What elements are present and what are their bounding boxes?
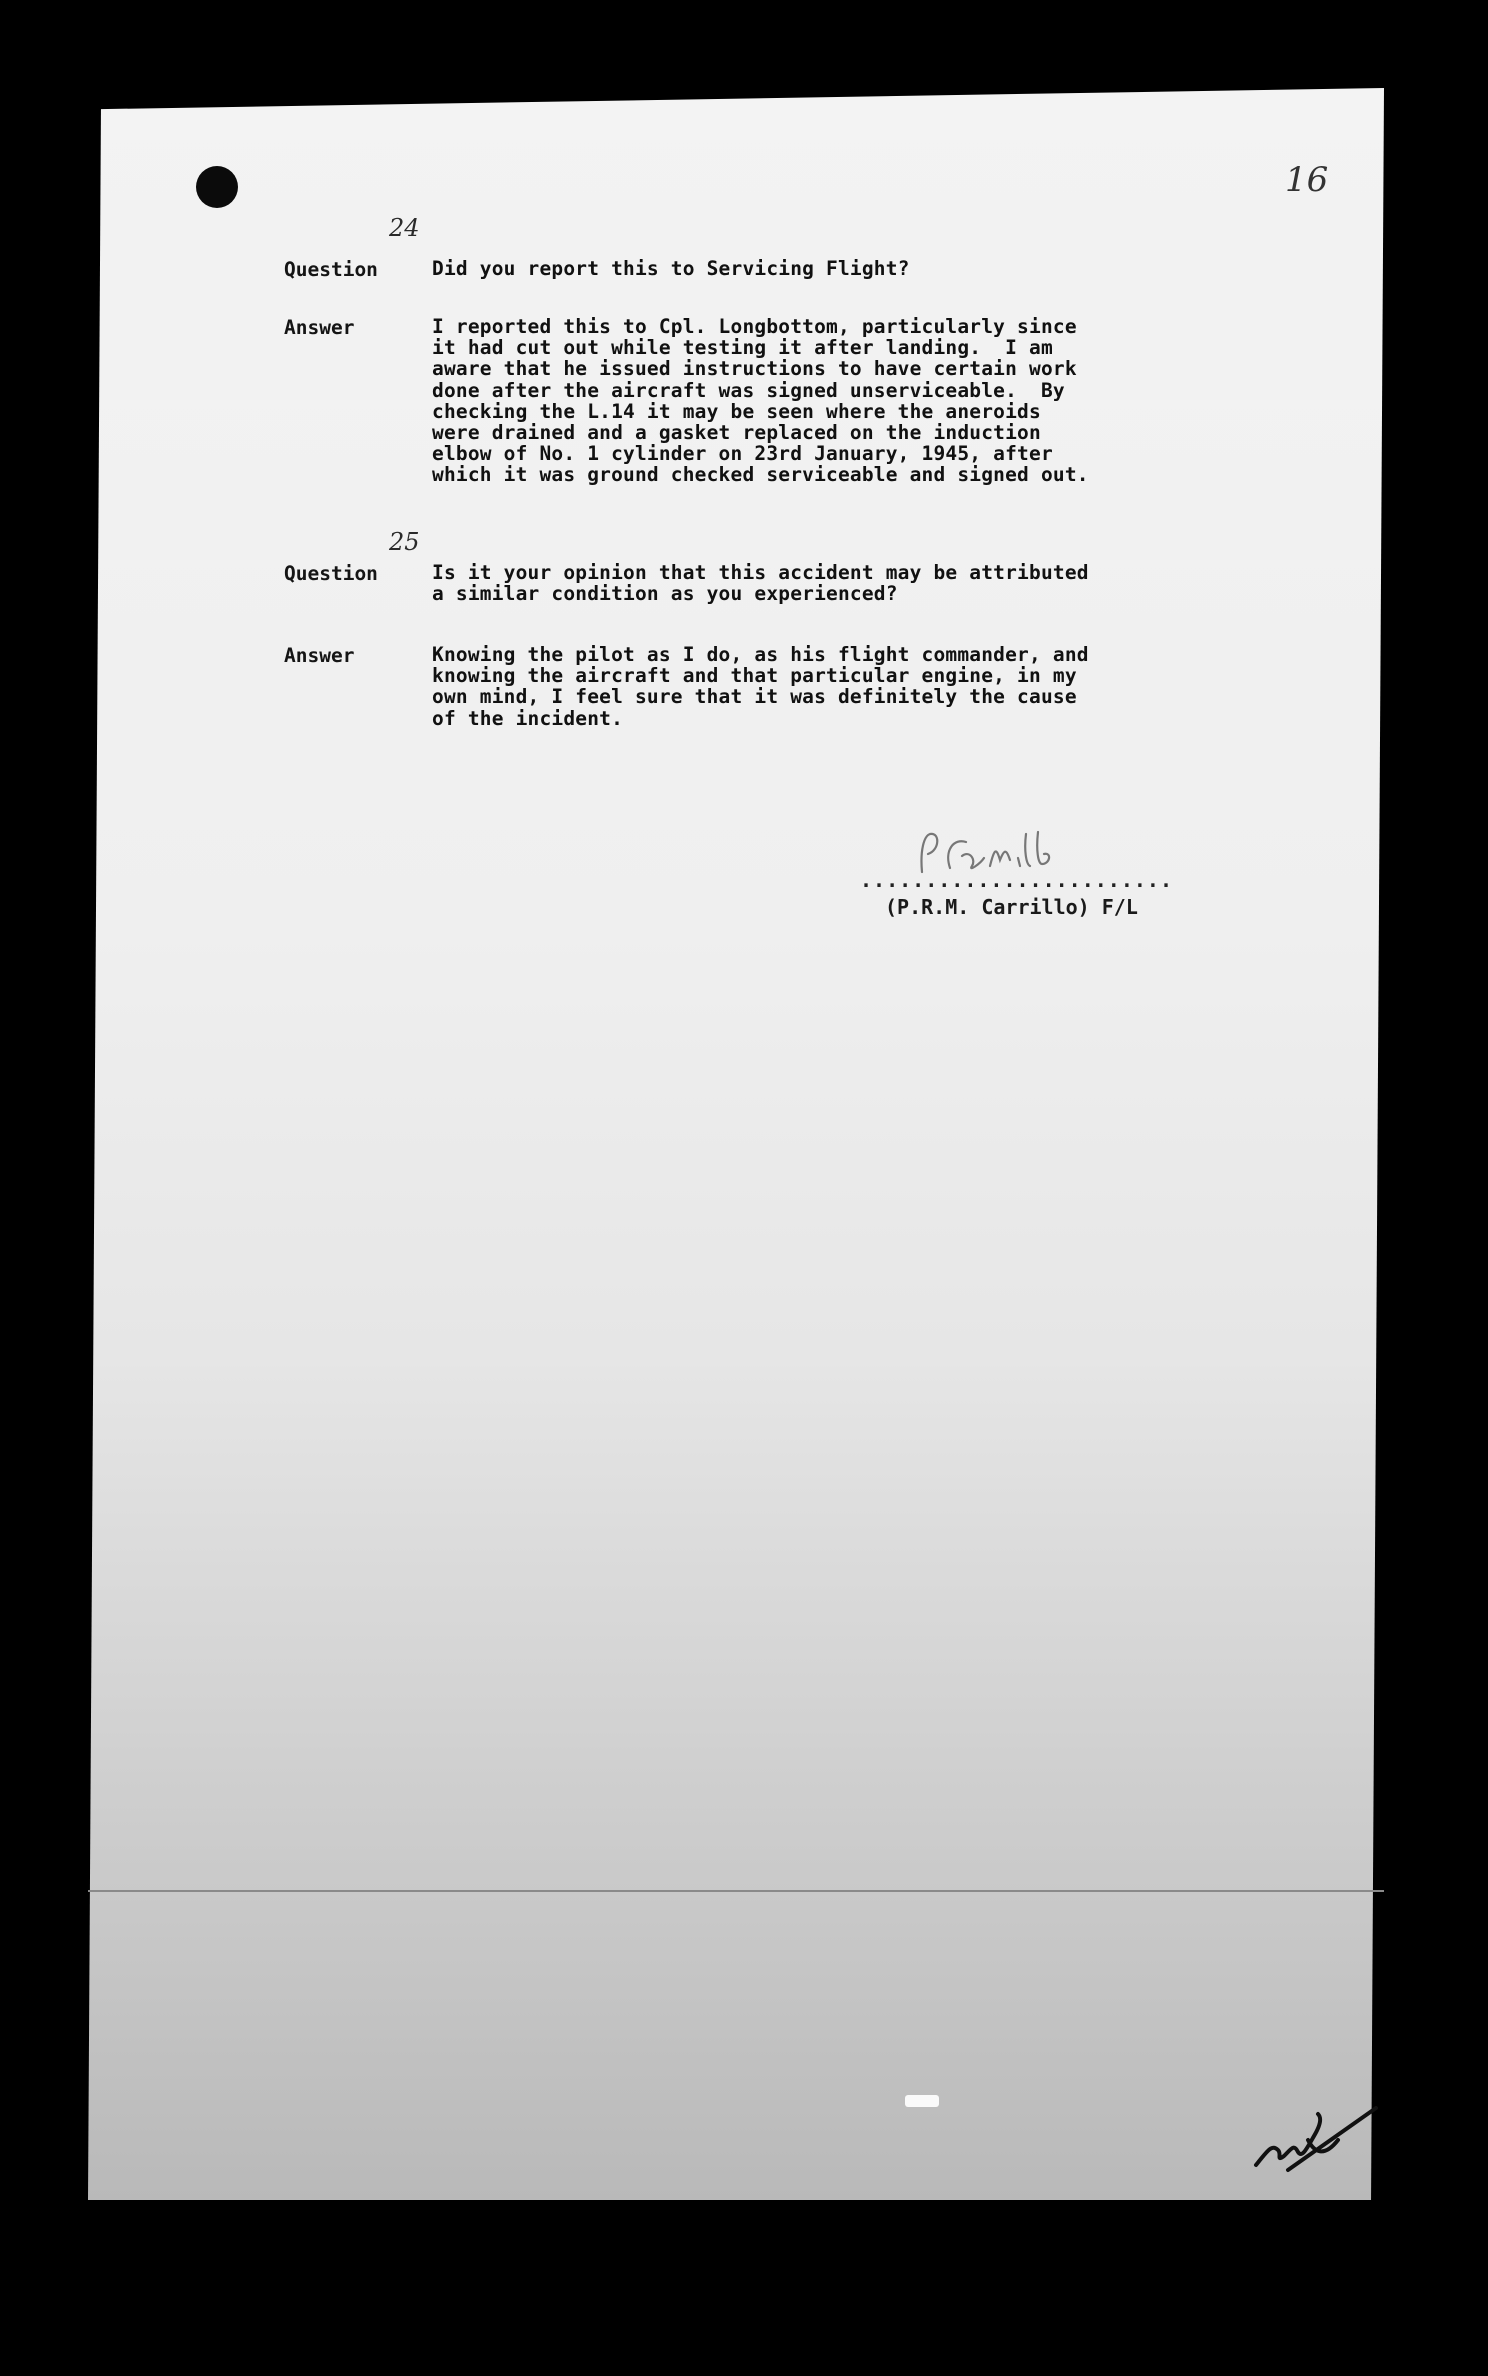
answer-label: Answer — [284, 316, 355, 339]
question-label: Question — [284, 258, 378, 281]
fold-line — [88, 1890, 1384, 1892]
page-number: 16 — [1285, 160, 1329, 200]
punch-hole — [196, 166, 238, 208]
question-label: Question — [284, 562, 378, 585]
signatory-name: (P.R.M. Carrillo) F/L — [885, 895, 1138, 919]
question-number: 25 — [389, 528, 420, 556]
handwritten-initials — [1248, 2070, 1378, 2180]
paper-speck — [905, 2095, 939, 2107]
question-text: Is it your opinion that this accident may be attributed a similar condition as you experienced? — [432, 561, 1089, 606]
answer-text: I reported this to Cpl. Longbottom, particularly since it had cut out while testing it after landing. I am aware that he issued instructions to have certain work done after the aircraft was signed unserviceable. By checking the L.14 it may be seen where the aneroids were drained and a gasket replaced on the induction elbow of No. 1 cylinder on 23rd January, 1945, after which it was ground checked serviceable and signed out. — [432, 315, 1089, 487]
answer-label: Answer — [284, 644, 355, 667]
signature-line: ........................ — [860, 868, 1173, 892]
question-number: 24 — [389, 214, 420, 242]
answer-text: Knowing the pilot as I do, as his flight commander, and knowing the aircraft and that particular engine, in my own mind, I feel sure that it was definitely the cause of the incident. — [432, 643, 1089, 730]
question-text: Did you report this to Servicing Flight? — [432, 257, 910, 280]
